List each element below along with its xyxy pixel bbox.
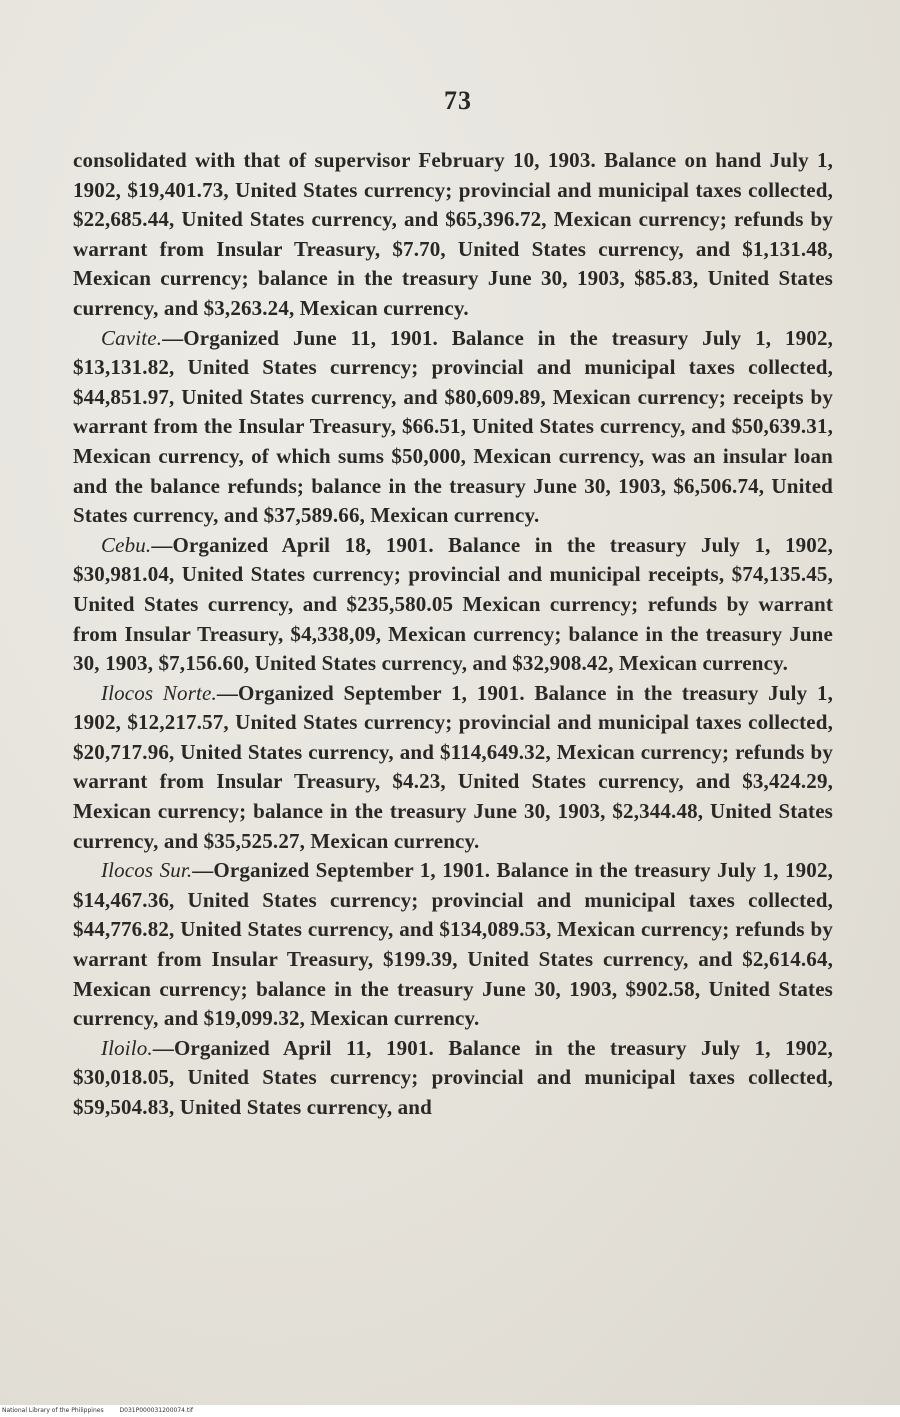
paragraph-heading: Ilocos Norte. bbox=[101, 680, 217, 705]
paragraph-body: consolidated with that of supervisor February 10, 1903. Balance on hand July 1, 1902, $19,401.73, United States currency; provincial and municipal taxes collected, $22,685.44, United States currency, and $65,396.72, Mexican currency; refunds by warrant from Insular Treasury, $7.70, United States currency, and $1,131.48, Mexican currency; balance in the treasury June 30, 1903, $85.83, United States currency, and $3,263.24, Mexican currency. bbox=[73, 148, 833, 320]
paragraph-body: —Organized April 18, 1901. Balance in the treasury July 1, 1902, $30,981.04, United States currency; provincial and municipal receipts, $74,135.45, United States currency, and $235,580.05 Mexican currency; refunds by warrant from Insular Treasury, $4,338,09, Mexican currency; balance in the treasury June 30, 1903, $7,156.60, United States currency, and $32,908.42, Mexican currency. bbox=[73, 532, 833, 676]
paragraph-iloilo bbox=[73, 1034, 833, 1123]
page-text-block bbox=[73, 86, 833, 1123]
scan-footer bbox=[2, 1405, 193, 1417]
paragraph-cebu bbox=[73, 531, 833, 679]
footer-file-code: D031P000031200074.tif bbox=[119, 1407, 194, 1414]
paragraph-body: —Organized June 11, 1901. Balance in the treasury July 1, 1902, $13,131.82, United States currency; provincial and municipal taxes collected, $44,851.97, United States currency, and $80,609.89, Mexican currency; receipts by warrant from the Insular Treasury, $66.51, United States currency, and $50,639.31, Mexican currency, of which sums $50,000, Mexican currency, was an insular loan and the balance refunds; balance in the treasury June 30, 1903, $6,506.74, United States currency, and $37,589.66, Mexican currency. bbox=[73, 325, 833, 528]
paragraph-body: —Organized April 11, 1901. Balance in the treasury July 1, 1902, $30,018.05, United States currency; provincial and municipal taxes collected, $59,504.83, United States currency, and bbox=[73, 1035, 833, 1119]
page-number: 73 bbox=[444, 86, 472, 115]
paragraph-heading: Iloilo. bbox=[101, 1035, 153, 1060]
paragraph-ilocos-norte bbox=[73, 679, 833, 857]
paragraph-heading: Ilocos Sur. bbox=[101, 858, 193, 883]
paragraph-continuation bbox=[73, 146, 833, 324]
paragraph-ilocos-sur bbox=[73, 856, 833, 1034]
paragraph-heading: Cebu. bbox=[101, 532, 152, 557]
paragraph-body: —Organized September 1, 1901. Balance in the treasury July 1, 1902, $14,467.36, United States currency; provincial and municipal taxes collected, $44,776.82, United States currency, and $134,089.53, Mexican currency; refunds by warrant from Insular Treasury, $199.39, United States currency, and $2,614.64, Mexican currency; balance in the treasury June 30, 1903, $902.58, United States currency, and $19,099.32, Mexican currency. bbox=[73, 858, 833, 1031]
paragraph-cavite bbox=[73, 324, 833, 531]
footer-library-name: National Library of the Philippines bbox=[2, 1407, 104, 1414]
paragraph-heading: Cavite. bbox=[101, 325, 163, 350]
paragraph-body: —Organized September 1, 1901. Balance in the treasury July 1, 1902, $12,217.57, United States currency; provincial and municipal taxes collected, $20,717.96, United States currency, and $114,649.32, Mexican currency; refunds by warrant from Insular Treasury, $4.23, United States currency, and $3,424.29, Mexican currency; balance in the treasury June 30, 1903, $2,344.48, United States currency, and $35,525.27, Mexican currency. bbox=[73, 680, 834, 853]
